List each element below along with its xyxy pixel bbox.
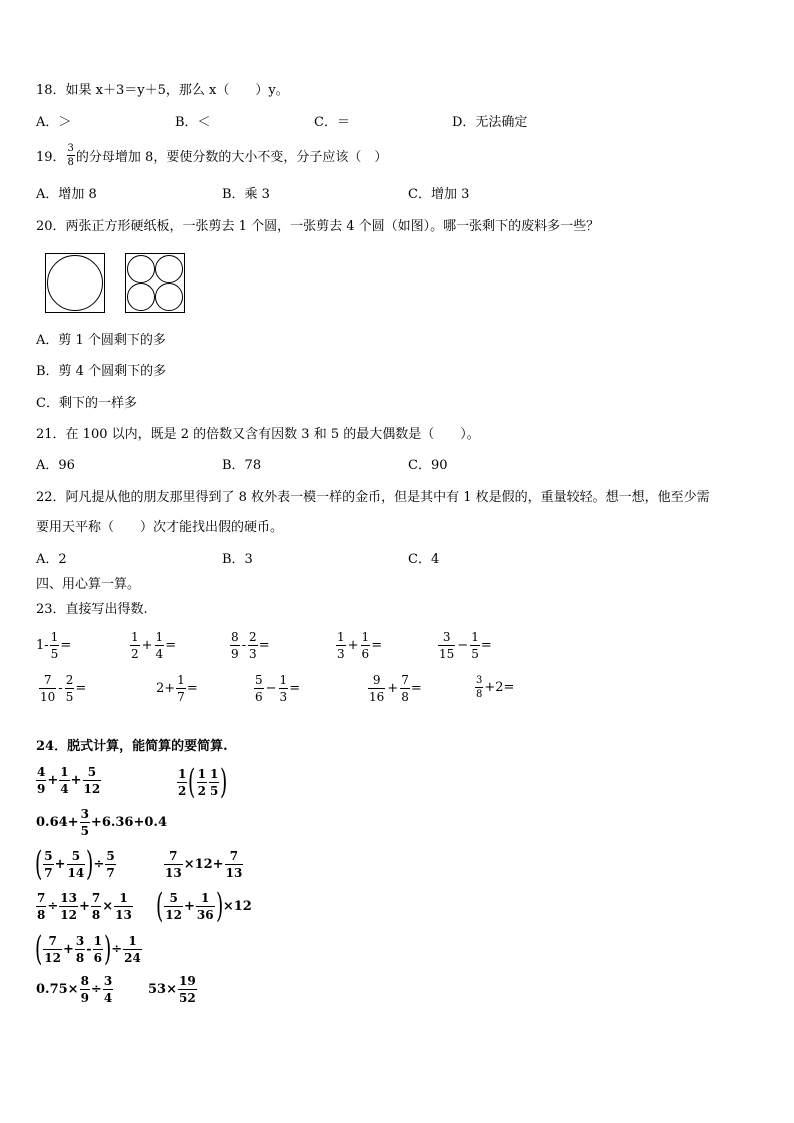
q23-expression: $\frac{1}{3}$ + $\frac{1}{6}$ = xyxy=(337,630,383,661)
q23-expression: $\frac{9}{16}$ + $\frac{7}{8}$ = xyxy=(369,673,422,704)
q24-expression-3: 0.64+ $\frac{3}{5}$ +6.36+0.4 xyxy=(36,807,167,838)
q19-option-a: A．增加 8 xyxy=(36,187,97,202)
q22-option-a: A．2 xyxy=(36,552,67,567)
q23-expression: $\frac{7}{10}$ - $\frac{2}{5}$ = xyxy=(40,673,87,704)
q18-option-a: A．＞ xyxy=(36,115,72,130)
q20-option-b: B．剪 4 个圆剩下的多 xyxy=(36,364,167,379)
q23-expression: $\frac{3}{15}$ − $\frac{1}{5}$ = xyxy=(439,630,492,661)
q23-expression: 2+ $\frac{1}{7}$ = xyxy=(156,673,198,704)
q20-option-c: C．剩下的一样多 xyxy=(36,396,137,411)
q18-option-d: D．无法确定 xyxy=(452,115,528,130)
square-four-circles-figure xyxy=(125,253,185,313)
q19-fraction: $\frac{3}{8}$ xyxy=(67,143,74,168)
q23-expression: $\frac{5}{6}$ − $\frac{1}{3}$ = xyxy=(255,673,301,704)
q21-option-a: A．96 xyxy=(36,458,75,473)
q23-expression: $\frac{3}{8}$ +2= xyxy=(476,675,515,700)
q20-option-a: A．剪 1 个圆剩下的多 xyxy=(36,333,166,348)
q19-number: 19． xyxy=(36,150,66,165)
q19-stem-line xyxy=(36,143,387,168)
q18-option-b: B．＜ xyxy=(175,115,211,130)
q24-expression-8: ( $\frac{7}{12}$ + $\frac{3}{8}$ - $\frac{1}{6}$ ) ÷ $\frac{1}{24}$ xyxy=(34,929,141,969)
q23-expression: 1- $\frac{1}{5}$ = xyxy=(36,630,72,661)
q23-stem: 23．直接写出得数. xyxy=(36,602,148,617)
small-circle-shape xyxy=(155,255,183,283)
q24-expression-9: 0.75× $\frac{8}{9}$ ÷ $\frac{3}{4}$ xyxy=(36,974,113,1005)
large-circle-shape xyxy=(47,255,103,311)
q21-option-c: C．90 xyxy=(408,458,448,473)
q22-option-b: B．3 xyxy=(222,552,253,567)
q21-option-b: B．78 xyxy=(222,458,262,473)
q23-expression: $\frac{8}{9}$ - $\frac{2}{3}$ = xyxy=(231,630,270,661)
small-circle-shape xyxy=(127,255,155,283)
small-circle-shape xyxy=(127,283,155,311)
square-one-circle-figure xyxy=(45,253,105,313)
section-four-heading: 四、用心算一算。 xyxy=(36,577,141,592)
q24-expression-4: ( $\frac{5}{7}$ + $\frac{5}{14}$ ) ÷ $\frac{5}{7}$ xyxy=(34,844,115,884)
small-circle-shape xyxy=(155,283,183,311)
q19-stem: 的分母增加 8，要使分数的大小不变，分子应该（ ） xyxy=(75,150,388,165)
q23-expression: $\frac{1}{2}$ + $\frac{1}{4}$ = xyxy=(131,630,177,661)
q22-option-c: C．4 xyxy=(408,552,440,567)
q24-expression-5: $\frac{7}{13}$ ×12+ $\frac{7}{13}$ xyxy=(165,849,243,880)
q18-option-c: C．＝ xyxy=(314,115,350,130)
q24-expression-1: $\frac{4}{9}$ + $\frac{1}{4}$ + $\frac{5}{12}$ xyxy=(37,765,101,796)
q19-option-c: C．增加 3 xyxy=(408,187,470,202)
q19-option-b: B．乘 3 xyxy=(222,187,270,202)
q24-expression-2: $\frac{1}{2}$ ( $\frac{1}{2}$ $\frac{1}{5}$ ) xyxy=(178,762,228,802)
q21-stem: 21．在 100 以内，既是 2 的倍数又含有因数 3 和 5 的最大偶数是（ ）。 xyxy=(36,427,480,442)
q24-stem: 24．脱式计算，能简算的要简算. xyxy=(36,739,228,754)
q20-stem: 20．两张正方形硬纸板，一张剪去 1 个圆，一张剪去 4 个圆（如图）。哪一张剩下的废料多一些？ xyxy=(36,219,600,234)
q22-stem-line1: 22．阿凡提从他的朋友那里得到了 8 枚外表一模一样的金币，但是其中有 1 枚是假的，重量较轻。想一想，他至少需 xyxy=(36,490,710,505)
q24-expression-10: 53× $\frac{19}{52}$ xyxy=(148,974,196,1005)
q18-stem: 18．如果 x＋3＝y＋5，那么 x（ ）y。 xyxy=(36,83,289,98)
q24-expression-6: $\frac{7}{8}$ ÷ $\frac{13}{12}$ + $\frac{7}{8}$ × $\frac{1}{13}$ xyxy=(37,891,132,922)
q22-stem-line2: 要用天平称（ ）次才能找出假的硬币。 xyxy=(36,520,284,535)
q24-expression-7: ( $\frac{5}{12}$ + $\frac{1}{36}$ ) ×12 xyxy=(155,886,252,926)
